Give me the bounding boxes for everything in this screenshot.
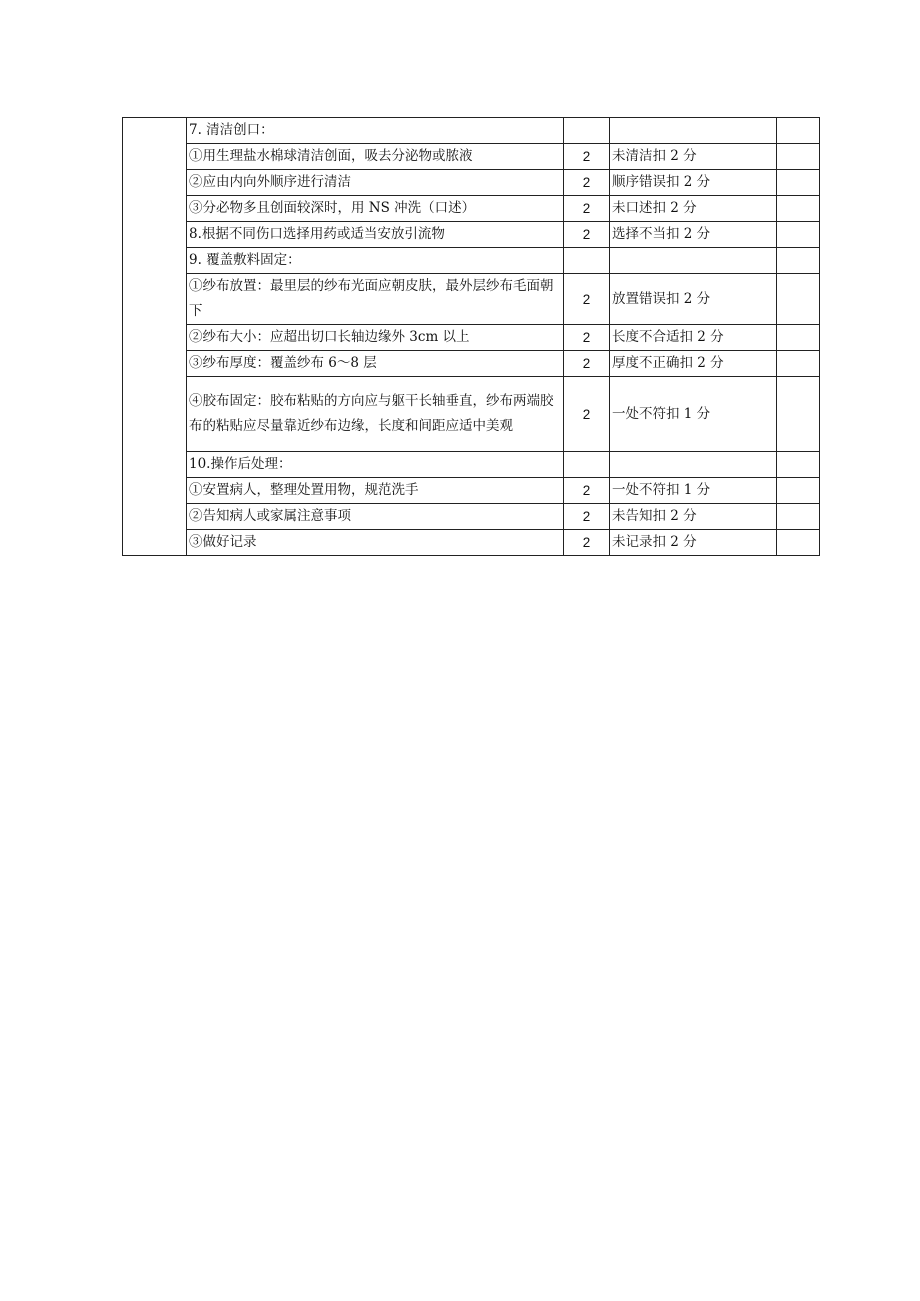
item-score: [564, 248, 610, 274]
table-row: [123, 248, 820, 274]
item-score: [564, 118, 610, 144]
item-score: 2: [564, 530, 610, 556]
item-content: ②应由内向外顺序进行清洁: [187, 170, 564, 196]
item-deduction: 长度不合适扣 2 分: [610, 325, 777, 351]
item-deduction: 一处不符扣 1 分: [610, 478, 777, 504]
item-content: ②告知病人或家属注意事项: [187, 504, 564, 530]
item-score: 2: [564, 222, 610, 248]
item-content: ①用生理盐水棉球清洁创面，吸去分泌物或脓液: [187, 144, 564, 170]
table-row: [123, 196, 820, 222]
item-deduction: 顺序错误扣 2 分: [610, 170, 777, 196]
item-extra: [777, 504, 820, 530]
item-score: 2: [564, 170, 610, 196]
scoring-table: [122, 117, 820, 556]
item-content: ②纱布大小：应超出切口长轴边缘外 3cm 以上: [187, 325, 564, 351]
item-deduction: [610, 248, 777, 274]
item-extra: [777, 377, 820, 452]
item-content: ④胶布固定：胶布粘贴的方向应与躯干长轴垂直，纱布两端胶布的粘贴应尽量靠近纱布边缘，长度和间距应适中美观: [187, 377, 564, 452]
item-score: 2: [564, 504, 610, 530]
item-content: 9. 覆盖敷料固定：: [187, 248, 564, 274]
item-deduction: 未清洁扣 2 分: [610, 144, 777, 170]
item-content: 10.操作后处理：: [187, 452, 564, 478]
table-row: [123, 530, 820, 556]
item-content: ①纱布放置：最里层的纱布光面应朝皮肤，最外层纱布毛面朝下: [187, 274, 564, 325]
item-content: 8.根据不同伤口选择用药或适当安放引流物: [187, 222, 564, 248]
item-deduction: 未记录扣 2 分: [610, 530, 777, 556]
item-deduction: 未口述扣 2 分: [610, 196, 777, 222]
item-score: 2: [564, 325, 610, 351]
table-row: [123, 452, 820, 478]
table-row: [123, 504, 820, 530]
item-deduction: 厚度不正确扣 2 分: [610, 351, 777, 377]
item-score: 2: [564, 377, 610, 452]
item-deduction: [610, 118, 777, 144]
item-deduction: [610, 452, 777, 478]
table-row: [123, 274, 820, 325]
item-score: 2: [564, 478, 610, 504]
item-deduction: 选择不当扣 2 分: [610, 222, 777, 248]
category-cell-blank: [123, 118, 187, 556]
item-content: ③做好记录: [187, 530, 564, 556]
table-row: [123, 170, 820, 196]
item-extra: [777, 248, 820, 274]
item-extra: [777, 196, 820, 222]
item-deduction: 放置错误扣 2 分: [610, 274, 777, 325]
item-deduction: 一处不符扣 1 分: [610, 377, 777, 452]
table-row: [123, 144, 820, 170]
table-row: [123, 478, 820, 504]
item-extra: [777, 325, 820, 351]
item-deduction: 未告知扣 2 分: [610, 504, 777, 530]
table-row: [123, 222, 820, 248]
item-content: 7. 清洁创口：: [187, 118, 564, 144]
item-score: 2: [564, 274, 610, 325]
table-row: [123, 118, 820, 144]
item-extra: [777, 144, 820, 170]
scoring-sheet: [122, 117, 820, 556]
item-extra: [777, 478, 820, 504]
table-row: [123, 325, 820, 351]
item-score: 2: [564, 196, 610, 222]
table-row: [123, 351, 820, 377]
item-extra: [777, 170, 820, 196]
item-score: 2: [564, 351, 610, 377]
item-extra: [777, 274, 820, 325]
item-extra: [777, 222, 820, 248]
item-score: 2: [564, 144, 610, 170]
item-extra: [777, 452, 820, 478]
item-content: ①安置病人，整理处置用物，规范洗手: [187, 478, 564, 504]
table-row: [123, 377, 820, 452]
item-extra: [777, 530, 820, 556]
item-score: [564, 452, 610, 478]
item-content: ③纱布厚度：覆盖纱布 6～8 层: [187, 351, 564, 377]
item-content: ③分必物多且创面较深时，用 NS 冲洗（口述）: [187, 196, 564, 222]
item-extra: [777, 351, 820, 377]
item-extra: [777, 118, 820, 144]
